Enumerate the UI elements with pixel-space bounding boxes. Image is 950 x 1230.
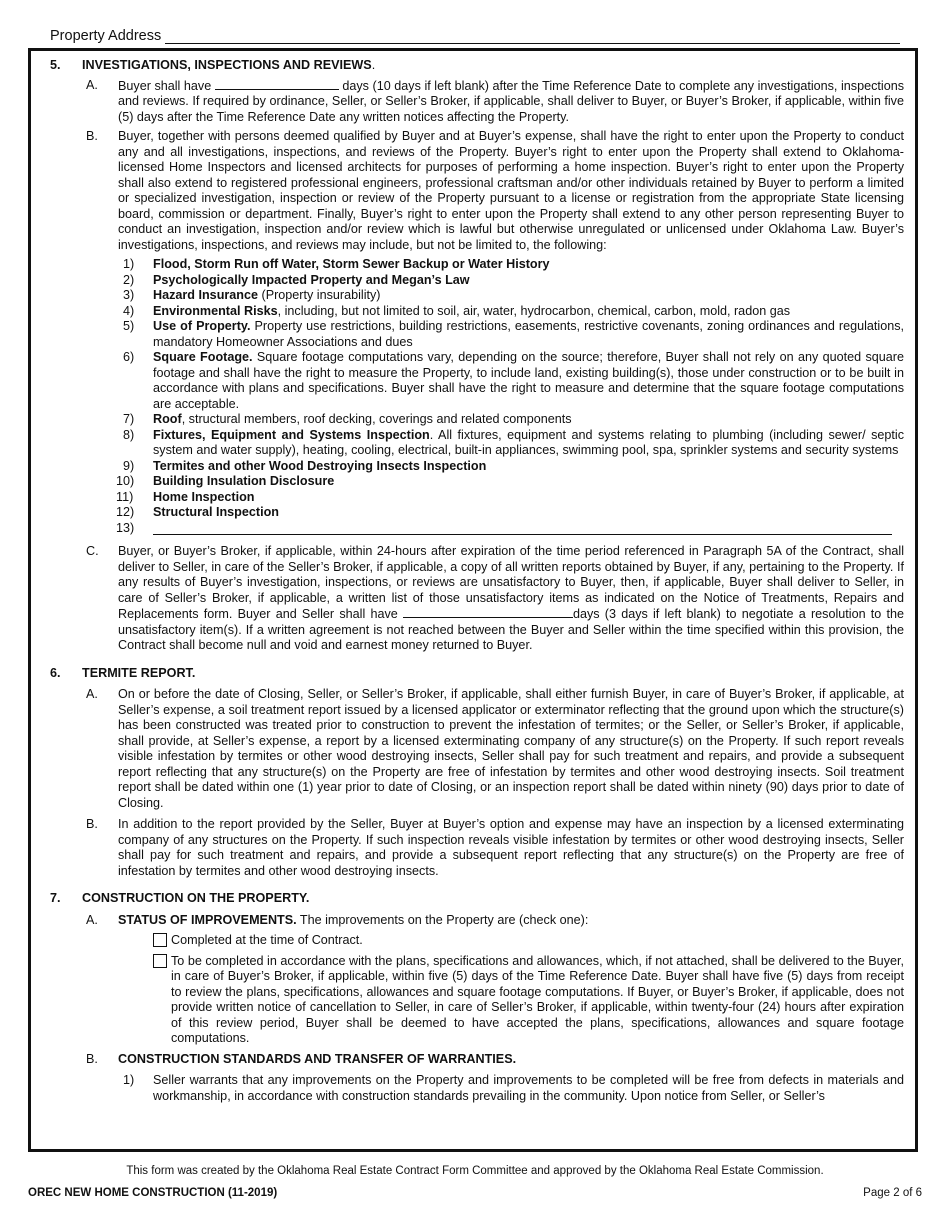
item-title: Structural Inspection: [153, 505, 279, 519]
section-5b-text: Buyer, together with persons deemed qualified by Buyer and at Buyer’s expense, shall have the right to enter upon the Property to conduct any and all investigations, inspections, and reviews of the Property. Buyer’s right to enter upon the Property shall extend to Oklahoma-licensed Home Inspectors and licensed architects for purposes of performing a home inspection. Buyer’s right to enter upon the Property shall also extend to registered professional engineers, professional craftsman and/or other individuals retained by Buyer to perform a limited or specialized investigation, inspection or review of the Property pursuant to a license or registration from the appropriate State licensing board, commission or department. Finally, Buyer’s right to enter upon the Property shall extend to any other person representing Buyer to conduct an investigation, inspection and/or review which is lawful but otherwise unregulated or unlicensed under Oklahoma Law. Buyer’s investigations, inspections, and reviews may include, but not be limited to, the following:: [118, 129, 904, 252]
item-title: Home Inspection: [153, 489, 255, 504]
list-item: [32, 273, 904, 289]
sub-letter: A.: [86, 912, 98, 927]
inspection-list: [32, 257, 904, 536]
section-5a-text: [118, 78, 904, 126]
item-title: Square Footage.: [153, 350, 253, 364]
section-7a-text: [118, 913, 904, 929]
item-number: 5): [123, 319, 135, 333]
section-6a-text: On or before the date of Closing, Seller, or Seller’s Broker, if applicable, shall either furnish Buyer, in care of Buyer’s Broker, if applicable, at Seller’s expense, a soil treatment report issued by a licensed applicator or exterminator reflecting that the ground upon which the structure(s) has been constructed was treated prior to construction to prevent the infestation of termites; or the Seller, or Seller’s Broker, if applicable, shall provide, at Seller’s expense, a report by a licensed exterminating company of any structure(s) on the Property. If such report reveals visible infestation by termites or other wood destroying insects, Seller shall pay for such treatment and repairs, and provide a subsequent report reflecting that any structure(s) on the Property are free of infestation by termites and other wood destroying insects. Soil treatment report shall be dated within one (1) year prior to date of Closing, or an inspection report shall be dated within ninety (90) days prior to date of Closing.: [118, 687, 904, 810]
list-item: [32, 428, 904, 459]
form-content: [32, 58, 904, 1104]
item-number: 11): [116, 489, 134, 504]
footer-note: This form was created by the Oklahoma Real Estate Contract Form Committee and approved by the Oklahoma Real Estate Commission.: [126, 1165, 824, 1177]
list-item: [32, 288, 904, 304]
form-id: OREC NEW HOME CONSTRUCTION (11-2019): [28, 1187, 278, 1199]
sub-letter: B.: [86, 1051, 98, 1066]
section-number: 6.: [50, 665, 61, 680]
item-text: , including, but not limited to soil, air, water, hydrocarbon, chemical, carbon, mold, radon gas: [277, 303, 791, 318]
section-number: 7.: [50, 891, 61, 905]
inspection-days-field[interactable]: [215, 78, 339, 90]
section-5c-text: [118, 544, 904, 654]
item-title: Flood, Storm Run off Water, Storm Sewer Backup or Water History: [153, 257, 550, 271]
item-title: Use of Property.: [153, 319, 251, 333]
item-number: 9): [123, 458, 135, 473]
section-7-heading: [32, 891, 904, 907]
sub-letter: C.: [86, 544, 99, 558]
sub-letter: B.: [86, 129, 98, 143]
text-fragment: days (10 days if left blank) after the Time Reference Date to complete any investigations, inspections and reviews. If required by ordinance, Seller, or Seller’s Broker, if applicable, shall deliver to Buyer, or Buyer’s Broker, if applicable, within five (5) days after the Time Reference Date any written notices affecting the Property.: [118, 78, 904, 124]
section-title: INVESTIGATIONS, INSPECTIONS AND REVIEWS: [82, 58, 372, 72]
list-item: [32, 412, 904, 428]
text-fragment: Buyer shall have: [118, 78, 212, 93]
text-fragment: days (3 days if left blank) to negotiate a resolution to the unsatisfactory item(s). If a written agreement is not reached between the Buyer and Seller within the time specified within this provision, the Contract shall become null and void and earnest money returned to Buyer.: [118, 607, 905, 652]
sub-letter: A.: [86, 687, 98, 701]
section-title: CONSTRUCTION ON THE PROPERTY.: [82, 891, 310, 905]
sub-letter: A.: [86, 77, 98, 92]
item-text: , structural members, roof decking, coverings and related components: [181, 412, 572, 426]
item-title: Termites and other Wood Destroying Insects Inspection: [153, 458, 487, 473]
list-item: [32, 474, 904, 490]
section-5a: [32, 78, 904, 126]
text-fragment: Buyer, or Buyer’s Broker, if applicable, within 24-hours after expiration of the time period referenced in Paragraph 5A of the Contract, shall deliver to Seller, in care of the Seller’s Broker, if applicable, a copy of all written reports obtained by Buyer, if any, pertaining to the Property. If any results of Buyer’s investigation, inspections, or reviews are unsatisfactory to Buyer, then, if applicable, Buyer shall deliver to Seller, in care of Seller’s Broker, if applicable, a written list of those unsatisfactory items as indicated on the Notice of Treatments, Repairs and Replacements form. Buyer and Seller shall have: [118, 544, 904, 621]
item-title: Fixtures, Equipment and Systems Inspection: [153, 427, 430, 442]
item-text: Seller warrants that any improvements on the Property and improvements to be completed will be free from defects in materials and workmanship, in accordance with construction standards prevailing in the community. Upon notice from Seller, or Seller’s: [153, 1073, 904, 1103]
item-number: 2): [123, 272, 135, 287]
item-text: . All fixtures, equipment and systems relating to plumbing (including sewer/ septic system and water supply), heating, cooling, electrical, built-in appliances, swimming pool, spa, sprinkler systems and security systems: [153, 427, 904, 457]
list-item: [32, 350, 904, 412]
item-number: 8): [123, 427, 135, 442]
sub-letter: B.: [86, 817, 98, 831]
property-address-label: Property Address: [50, 28, 162, 44]
item-title: Building Insulation Disclosure: [153, 474, 335, 488]
item-text: Square footage computations vary, depending on the source; therefore, Buyer shall not rely on any quoted square footage and shall have the right to measure the Property, to include land, existing building(s), those under construction or to be built in accordance with plans and specifications. Buyer shall have the right to measure and determine that the square footage computations are acceptable.: [153, 350, 904, 411]
section-5b: [32, 129, 904, 253]
list-item: [32, 1073, 904, 1104]
option-completed-row: [32, 933, 904, 949]
list-item: [32, 505, 904, 521]
item-number: 4): [123, 303, 135, 318]
section-6b-text: In addition to the report provided by the Seller, Buyer at Buyer’s option and expense may have an inspection by a licensed exterminating company of any structures on the Property. If such inspection reveals visible infestation by termites or other wood destroying insects, Seller shall pay for such treatment and repairs, and provide a subsequent report reflecting that any structure(s) on the Property are free of infestation by termites and other wood destroying insects.: [118, 817, 904, 878]
section-title: TERMITE REPORT.: [82, 665, 196, 680]
item-title: Environmental Risks: [153, 303, 278, 318]
item-number: 6): [123, 350, 135, 364]
item-number: 13): [116, 520, 135, 535]
item-text: Property use restrictions, building restrictions, easements, restrictive covenants, zoning ordinances and regulations, mandatory Homeowner Associations and dues: [153, 319, 904, 349]
item-title: Hazard Insurance: [153, 288, 258, 302]
section-7b-title: CONSTRUCTION STANDARDS AND TRANSFER OF WARRANTIES.: [118, 1051, 517, 1066]
item-number: 12): [116, 505, 135, 519]
list-item: [32, 459, 904, 475]
option-to-be-completed-label: To be completed in accordance with the plans, specifications and allowances, which, if not attached, shall be delivered to the Buyer, in care of Buyer’s Broker, if applicable, within five (5) days of the Time Reference Date. Buyer shall have five (5) days from receipt to review the plans, specifications, allowances and square footage computations. If Buyer, or Buyer’s Broker, if applicable, does not provide written notice of cancellation to Seller, in care of Seller’s Broker, if applicable, within twenty-four (24) hours after expiration of this review period, Buyer shall be deemed to have accepted the plans, specifications, allowances and square footage computations.: [171, 953, 904, 1045]
item-title: Psychologically Impacted Property and Megan’s Law: [153, 272, 470, 287]
completed-checkbox[interactable]: [153, 933, 167, 947]
section-number: 5.: [50, 58, 61, 72]
section-7a: [32, 913, 904, 929]
text-fragment: The improvements on the Property are (check one):: [296, 912, 589, 927]
negotiation-days-field[interactable]: [403, 606, 573, 618]
item-number: 1): [123, 1073, 135, 1087]
option-completed-label: Completed at the time of Contract.: [171, 933, 363, 947]
page-number: Page 2 of 6: [863, 1187, 922, 1199]
section-5-heading: 5. INVESTIGATIONS, INSPECTIONS AND REVIEWS.: [32, 58, 904, 74]
list-item: [32, 304, 904, 320]
list-item: [32, 257, 904, 273]
section-5c: [32, 544, 904, 654]
item-text: (Property insurability): [258, 288, 381, 302]
to-be-completed-checkbox[interactable]: [153, 954, 167, 968]
section-6b: [32, 817, 904, 879]
property-address-row: [50, 22, 900, 44]
custom-inspection-field[interactable]: [153, 521, 892, 535]
list-item: [32, 490, 904, 506]
list-item: [32, 521, 904, 537]
section-6-heading: [32, 666, 904, 682]
item-title: Roof: [153, 412, 182, 426]
section-6a: [32, 687, 904, 811]
item-number: 1): [123, 257, 135, 271]
text-fragment: STATUS OF IMPROVEMENTS.: [118, 912, 297, 927]
property-address-field[interactable]: [165, 27, 900, 44]
section-7b: [32, 1052, 904, 1068]
item-number: 10): [116, 474, 135, 488]
item-number: 7): [123, 412, 135, 426]
list-item: [32, 319, 904, 350]
item-number: 3): [123, 288, 135, 302]
option-to-be-completed-row: [32, 954, 904, 1047]
